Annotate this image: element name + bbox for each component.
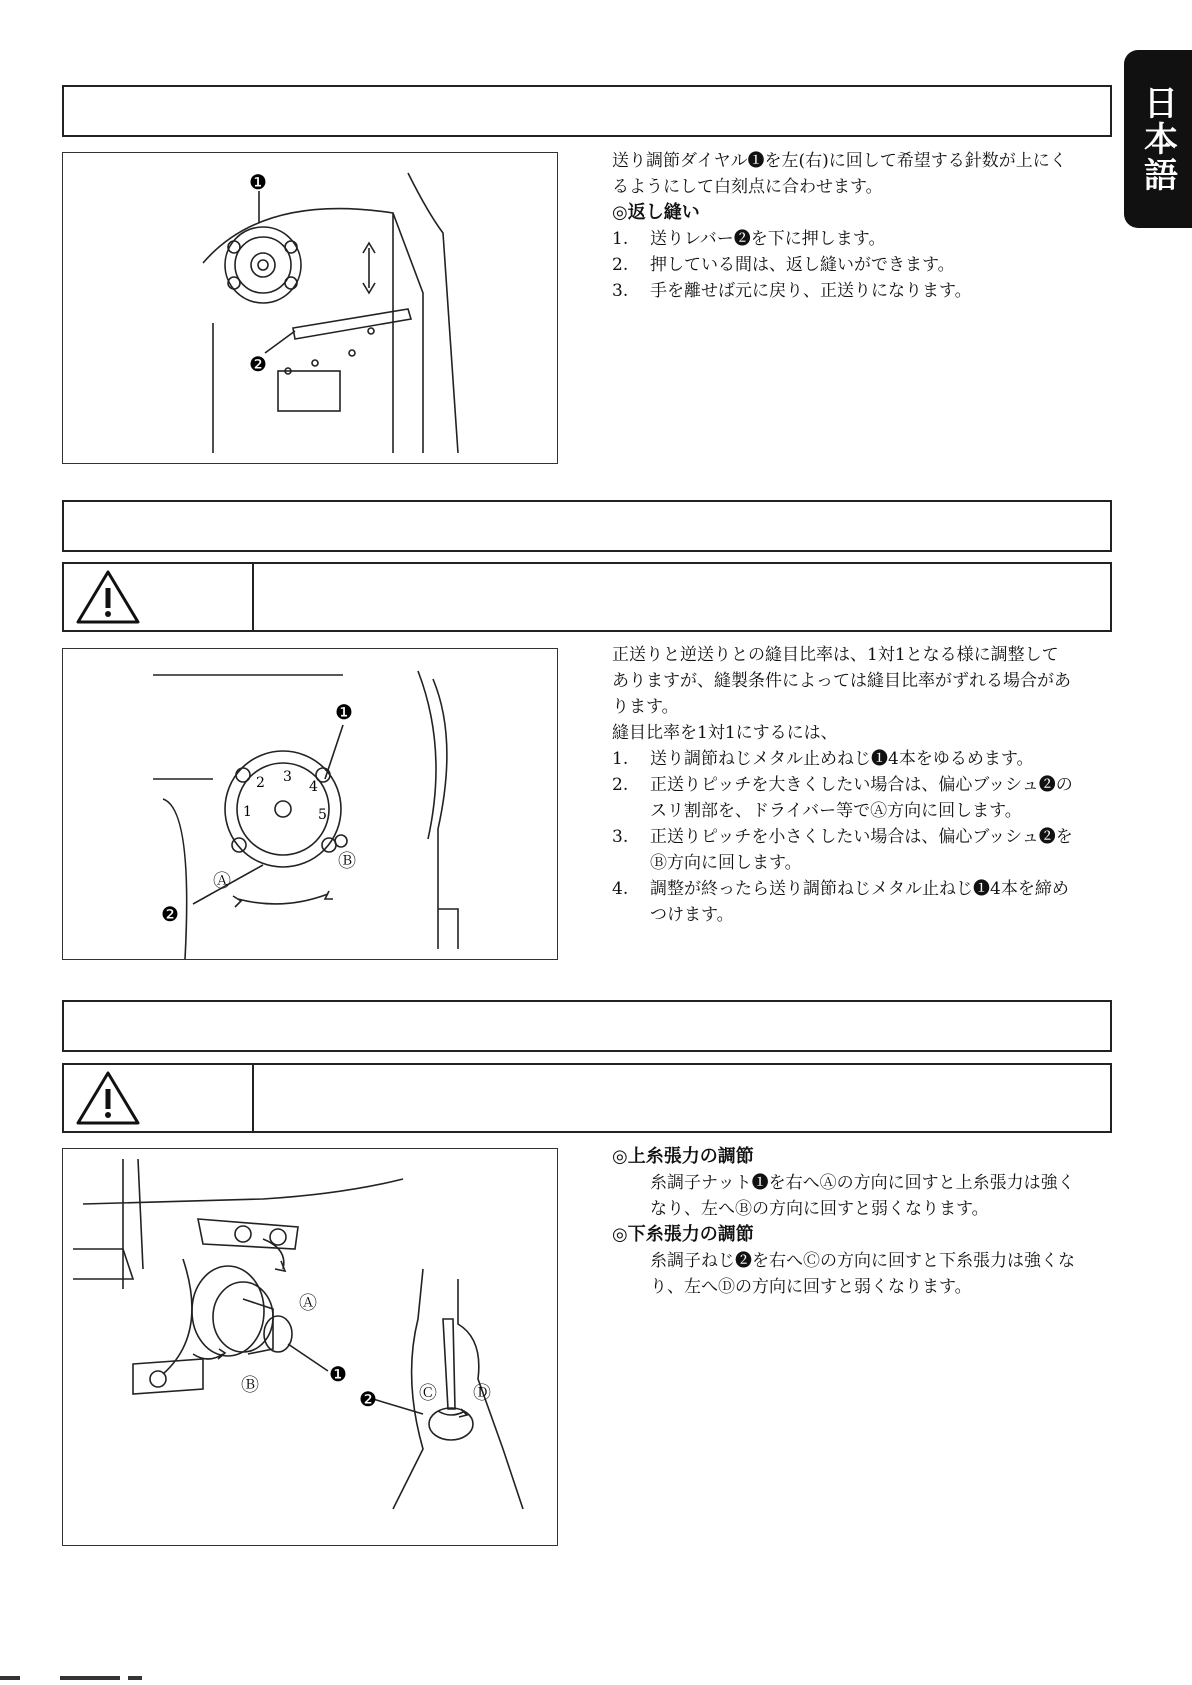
upper-tension-heading: ◎上糸張力の調節 — [612, 1146, 754, 1167]
language-tab — [1124, 50, 1192, 228]
section2-step-cont: Ⓑ方向に回します。 — [650, 853, 802, 873]
feed-dial-illustration — [63, 153, 557, 463]
feed-dial-adjust-illustration — [63, 649, 557, 959]
section3-figure — [62, 1148, 558, 1546]
fig2-label-a: Ⓐ — [213, 871, 231, 892]
section1-step: 1. 送りレバー❷を下に押します。 — [612, 229, 886, 249]
section3-title-box — [62, 1000, 1112, 1052]
section1-text-line: るようにして白刻点に合わせます。 — [612, 177, 883, 197]
section2-step: 1. 送り調節ねじメタル止めねじ❶4本をゆるめます。 — [612, 749, 1034, 769]
section2-step: 4. 調整が終ったら送り調節ねじメタル止ねじ❶4本を締め — [612, 879, 1069, 899]
dial-number: 2 — [256, 775, 265, 791]
section2-figure — [62, 648, 558, 960]
lower-tension-line: り、左へⒹの方向に回すと弱くなります。 — [650, 1277, 972, 1297]
section2-title-box — [62, 500, 1112, 552]
scan-edge-marks — [0, 1674, 300, 1682]
dial-number: 3 — [283, 769, 292, 785]
fig3-label-b: Ⓑ — [241, 1375, 259, 1396]
section2-text-line: ありますが、縫製条件によっては縫目比率がずれる場合があ — [612, 671, 1071, 691]
fig3-label-1: ❶ — [329, 1362, 347, 1386]
lower-tension-line: 糸調子ねじ❷を右へⒸの方向に回すと下糸張力は強くな — [650, 1251, 1075, 1271]
upper-tension-line: 糸調子ナット❶を右へⒶの方向に回すと上糸張力は強く — [650, 1173, 1075, 1193]
section2-step: 2. 正送りピッチを大きくしたい場合は、偏心ブッシュ❷の — [612, 775, 1073, 795]
fig3-label-2: ❷ — [359, 1387, 377, 1411]
section1-text — [612, 148, 1067, 304]
dial-number: 4 — [309, 779, 318, 795]
fig3-label-d: Ⓓ — [473, 1383, 491, 1404]
fig1-label-1: ❶ — [249, 170, 267, 194]
upper-tension-line: なり、左へⒷの方向に回すと弱くなります。 — [650, 1199, 989, 1219]
section1-heading: ◎返し縫い — [612, 202, 700, 223]
section1-step: 2. 押している間は、返し縫いができます。 — [612, 255, 955, 275]
thread-tension-illustration — [63, 1149, 557, 1545]
section2-text-line: ります。 — [612, 697, 679, 717]
section2-text — [612, 642, 1073, 928]
section2-text-line: 縫目比率を1対1にするには、 — [612, 723, 838, 743]
fig2-label-b: Ⓑ — [338, 851, 356, 872]
section3-warning-box — [62, 1063, 1112, 1133]
section1-text-line: 送り調節ダイヤル❶を左(右)に回して希望する針数が上にく — [612, 151, 1067, 171]
section2-text-line: 正送りと逆送りとの縫目比率は、1対1となる様に調整して — [612, 645, 1059, 665]
fig3-label-a: Ⓐ — [299, 1293, 317, 1314]
section2-step-cont: スリ割部を、ドライバー等でⒶ方向に回します。 — [650, 801, 1022, 821]
section3-text — [612, 1144, 1075, 1300]
section2-step-cont: つけます。 — [650, 905, 734, 925]
section1-step: 3. 手を離せば元に戻り、正送りになります。 — [612, 281, 972, 301]
dial-number: 5 — [318, 807, 327, 823]
fig3-label-c: Ⓒ — [419, 1383, 437, 1404]
fig1-label-2: ❷ — [249, 352, 267, 376]
fig2-label-1: ❶ — [335, 700, 353, 724]
warning-icon — [74, 1069, 142, 1127]
section1-title-box — [62, 85, 1112, 137]
language-tab-label: 日本語 — [1137, 85, 1178, 193]
warning-icon — [74, 568, 142, 626]
section2-step: 3. 正送りピッチを小さくしたい場合は、偏心ブッシュ❷を — [612, 827, 1073, 847]
lower-tension-heading: ◎下糸張力の調節 — [612, 1224, 754, 1245]
fig2-label-2: ❷ — [161, 902, 179, 926]
section1-figure — [62, 152, 558, 464]
dial-number: 1 — [243, 804, 252, 820]
section2-warning-box — [62, 562, 1112, 632]
